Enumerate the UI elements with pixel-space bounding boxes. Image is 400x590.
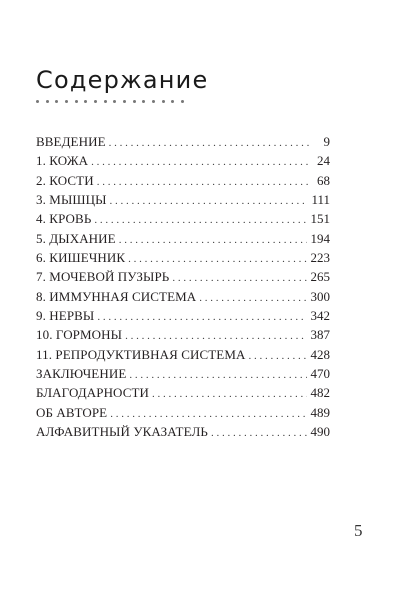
- toc-entry-title: 4. КРОВЬ: [36, 211, 92, 227]
- toc-entry-page: 151: [310, 211, 330, 227]
- toc-entry-title: 8. ИММУННАЯ СИСТЕМА: [36, 288, 197, 304]
- toc-entry: [36, 209, 330, 228]
- toc-entry-title: БЛАГОДАРНОСТИ: [36, 385, 149, 401]
- dot-leader: [109, 134, 310, 153]
- toc-entry: [36, 364, 330, 383]
- dot-leader: [119, 231, 307, 250]
- toc-entry: [36, 325, 330, 344]
- toc-entry-page: 428: [310, 346, 330, 362]
- toc-entry-page: 489: [310, 404, 330, 420]
- toc-entry: [36, 267, 330, 286]
- toc-entry-page: 223: [310, 250, 330, 266]
- toc-entry-page: 111: [311, 192, 330, 208]
- dot-leader: [152, 385, 307, 404]
- toc-entry-page: 194: [310, 230, 330, 246]
- toc-entry-title: ОБ АВТОРЕ: [36, 404, 108, 420]
- toc-entry: [36, 383, 330, 402]
- toc-entry: [36, 151, 330, 170]
- page-title: Содержание: [36, 66, 209, 94]
- dot-leader: [199, 289, 306, 308]
- dot-leader: [97, 173, 310, 192]
- toc-entry-page: 387: [310, 327, 330, 343]
- toc-entry: [36, 190, 330, 209]
- toc-entry-title: 11. РЕПРОДУКТИВНАЯ СИСТЕМА: [36, 346, 246, 362]
- toc-entry: [36, 422, 330, 441]
- toc-entry-page: 68: [317, 172, 330, 188]
- toc-entry-title: 3. МЫШЦЫ: [36, 192, 107, 208]
- toc-entry-page: 490: [310, 424, 330, 440]
- toc-entry-page: 470: [310, 366, 330, 382]
- toc-entry-title: 7. МОЧЕВОЙ ПУЗЫРЬ: [36, 269, 170, 285]
- toc-entry-title: 2. КОСТИ: [36, 172, 94, 188]
- toc-entry-page: 265: [310, 269, 330, 285]
- toc-entry: [36, 248, 330, 267]
- page-number: 5: [354, 521, 363, 540]
- toc-entry: [36, 132, 330, 151]
- toc-entry-title: 1. КОЖА: [36, 153, 89, 169]
- toc-entry-title: АЛФАВИТНЫЙ УКАЗАТЕЛЬ: [36, 424, 208, 440]
- toc-entry-page: 342: [310, 308, 330, 324]
- table-of-contents: [36, 132, 330, 442]
- dot-leader: [129, 366, 306, 385]
- toc-entry: [36, 306, 330, 325]
- toc-entry-title: 10. ГОРМОНЫ: [36, 327, 123, 343]
- toc-entry: [36, 345, 330, 364]
- toc-entry: [36, 229, 330, 248]
- toc-entry-page: 9: [323, 134, 330, 149]
- toc-entry-title: 6. КИШЕЧНИК: [36, 250, 126, 266]
- dot-leader: [110, 192, 308, 211]
- toc-entry-title: 5. ДЫХАНИЕ: [36, 230, 116, 246]
- toc-entry-page: 24: [317, 153, 330, 169]
- toc-entry-page: 482: [310, 385, 330, 401]
- dot-leader: [97, 308, 306, 327]
- toc-entry: [36, 403, 330, 422]
- dot-leader: [211, 424, 307, 443]
- dot-leader: [91, 153, 310, 172]
- toc-entry: [36, 287, 330, 306]
- toc-entry-title: 9. НЕРВЫ: [36, 308, 95, 324]
- dot-leader: [94, 211, 306, 230]
- title-ornament: [36, 100, 184, 104]
- dot-leader: [248, 347, 306, 366]
- toc-entry-title: ВВЕДЕНИЕ: [36, 134, 106, 149]
- toc-entry: [36, 171, 330, 190]
- toc-entry-page: 300: [310, 288, 330, 304]
- toc-entry-title: ЗАКЛЮЧЕНИЕ: [36, 366, 127, 382]
